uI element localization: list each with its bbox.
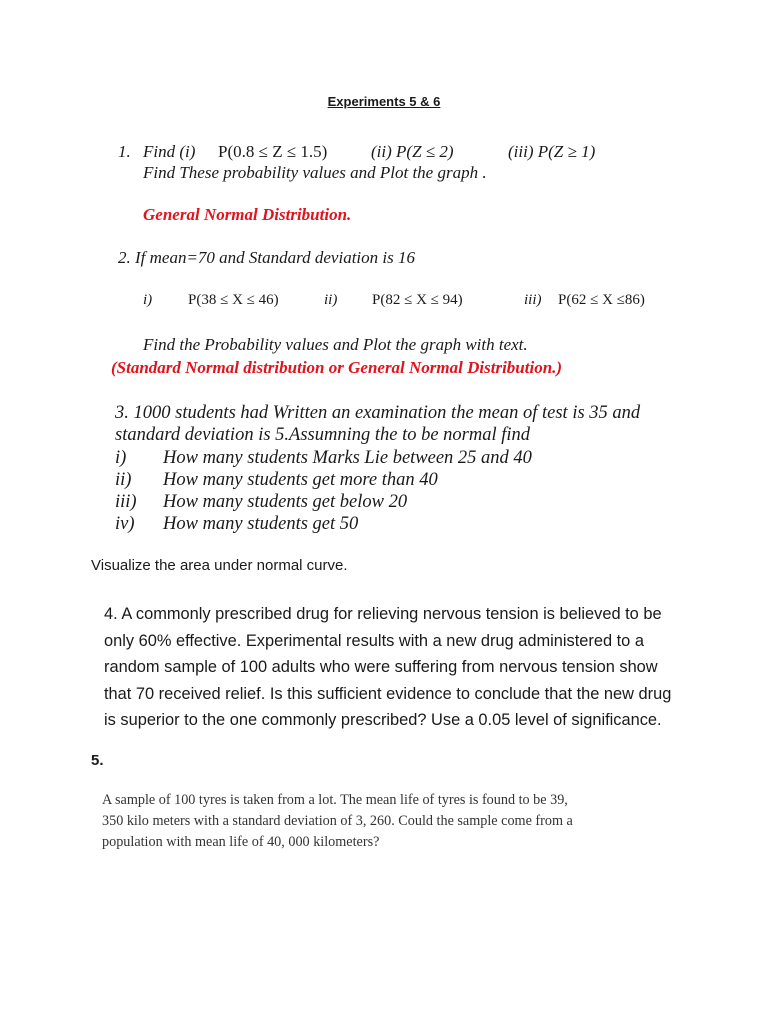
section-note: (Standard Normal distribution or General Normal Distribution.) (111, 358, 563, 377)
find-label: Find (i) (143, 142, 196, 161)
question-instruction: Find These probability values and Plot the graph . (143, 163, 487, 182)
probability-expression: P(82 ≤ X ≤ 94) (372, 292, 463, 308)
question-text: 3. 1000 students had Written an examination the mean of test is 35 and (115, 403, 641, 423)
item-label: iv) (115, 514, 135, 534)
part-label: ii) (324, 292, 338, 308)
probability-expression: P(38 ≤ X ≤ 46) (188, 292, 279, 308)
question-number: 5. (91, 752, 104, 769)
probability-expression: (iii) P(Z ≥ 1) (508, 142, 596, 161)
visualize-instruction: Visualize the area under normal curve. (91, 557, 348, 574)
item-label: i) (115, 448, 127, 468)
item-text: How many students get below 20 (163, 492, 408, 512)
paragraph-line: 4. A commonly prescribed drug for relieving nervous tension is believed to be (104, 605, 662, 623)
probability-expression: P(62 ≤ X ≤86) (558, 292, 645, 308)
paragraph-line: 350 kilo meters with a standard deviation of 3, 260. Could the sample come from a (102, 813, 573, 829)
question-text: standard deviation is 5.Assumning the to be normal find (115, 425, 531, 445)
question-instruction: Find the Probability values and Plot the graph with text. (143, 335, 528, 354)
section-heading: General Normal Distribution. (143, 205, 352, 224)
paragraph-line: only 60% effective. Experimental results with a new drug administered to a (104, 631, 644, 650)
item-label: ii) (115, 470, 132, 490)
page-title: Experiments 5 & 6 (327, 94, 441, 109)
paragraph-line: that 70 received relief. Is this sufficient evidence to conclude that the new drug (104, 684, 672, 703)
probability-expression: (ii) P(Z ≤ 2) (371, 142, 454, 161)
question-number: 1. (118, 142, 131, 161)
question-5 (102, 790, 573, 853)
part-label: i) (143, 292, 153, 308)
item-text: How many students get more than 40 (163, 470, 438, 490)
paragraph-line: population with mean life of 40, 000 kilometers? (102, 834, 380, 850)
part-label: iii) (524, 292, 542, 308)
paragraph-line: A sample of 100 tyres is taken from a lot. The mean life of tyres is found to be 39, (102, 792, 568, 808)
item-text: How many students get 50 (163, 514, 359, 534)
paragraph-line: is superior to the one commonly prescribed? Use a 0.05 level of significance. (104, 711, 662, 729)
item-text: How many students Marks Lie between 25 and 40 (163, 448, 532, 468)
item-label: iii) (115, 492, 137, 512)
question-4 (104, 601, 671, 734)
probability-expression: P(0.8 ≤ Z ≤ 1.5) (218, 142, 328, 161)
paragraph-line: random sample of 100 adults who were suffering from nervous tension show (104, 658, 658, 676)
question-text: 2. If mean=70 and Standard deviation is 16 (118, 248, 415, 267)
